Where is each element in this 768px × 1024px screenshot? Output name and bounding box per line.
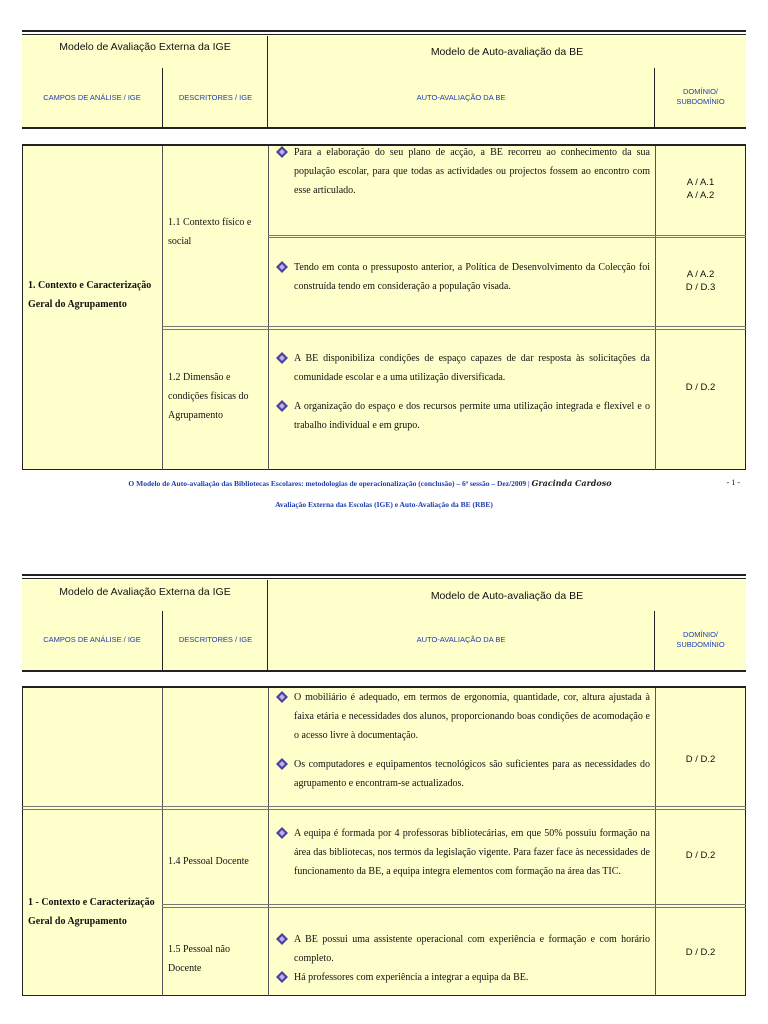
list-item	[272, 349, 650, 387]
header-be-title: Modelo de Auto-avaliação da BE	[430, 46, 584, 58]
list-item-text: O mobiliário é adequado, em termos de ergonomia, quantidade, cor, altura ajustada à faixa etária e necessidades dos alunos, proporcionando boas condições de acomodação e o acesso livre à documentação.	[294, 692, 650, 741]
dominio-line: D / D.3	[685, 282, 716, 293]
list-item	[272, 968, 650, 987]
diamond-bullet-icon	[276, 261, 288, 273]
col-dominio-header	[655, 630, 746, 650]
diamond-bullet-icon	[276, 352, 288, 364]
campo-analise: 1 - Contexto e Caracterização Geral do Agrupamento	[28, 897, 155, 927]
dominio-line: A / A.1	[686, 177, 715, 188]
descritor-label: 1.4 Pessoal Docente	[168, 856, 249, 867]
footer-title	[60, 478, 680, 488]
col-auto-header: AUTO-AVALIAÇÃO DA BE	[416, 93, 506, 102]
col-line	[268, 688, 269, 996]
col-auto-header: AUTO-AVALIAÇÃO DA BE	[416, 635, 506, 644]
col-dominio-line2: SUBDOMÍNIO	[676, 640, 725, 649]
col-dominio-line2: SUBDOMÍNIO	[676, 97, 725, 106]
auto-avaliacao-text	[272, 258, 650, 296]
col-line	[268, 146, 269, 470]
auto-avaliacao-text	[272, 688, 650, 793]
col-dominio-line1: DOMÍNIO/	[683, 87, 718, 96]
top-rule-thin	[22, 34, 746, 35]
dominio-value: D / D.2	[685, 754, 716, 765]
row-separator	[162, 326, 746, 327]
dominio-line: D / D.2	[685, 382, 716, 393]
descritor-label: 1.1 Contexto físico e social	[168, 217, 252, 247]
row-separator	[162, 329, 746, 330]
descritor-label: 1.2 Dimensão e condições físicas do Agrupamento	[168, 372, 249, 421]
top-rule	[22, 30, 746, 32]
diamond-bullet-icon	[276, 691, 288, 703]
row-separator	[22, 806, 746, 807]
row-separator	[22, 809, 746, 810]
top-rule-thin	[22, 578, 746, 579]
dominio-value: D / D.2	[685, 947, 716, 958]
list-item	[272, 397, 650, 435]
col-campos-header: CAMPOS DE ANÁLISE / IGE	[43, 635, 141, 644]
dominio-value	[655, 381, 746, 394]
row-separator	[162, 904, 746, 905]
list-item	[272, 930, 650, 968]
diamond-bullet-icon	[276, 758, 288, 770]
diamond-bullet-icon	[276, 827, 288, 839]
auto-avaliacao-text	[272, 143, 650, 200]
row-separator	[162, 907, 746, 908]
col-dominio-header	[655, 87, 746, 107]
list-item	[272, 258, 650, 296]
diamond-bullet-icon	[276, 146, 288, 158]
row-separator	[268, 235, 746, 236]
diamond-bullet-icon	[276, 971, 288, 983]
col-descritores-header: DESCRITORES / IGE	[178, 93, 253, 102]
page-number: - 1 -	[726, 478, 740, 487]
footer-subtitle: Avaliação Externa das Escolas (IGE) e Auto-Avaliação da BE (RBE)	[275, 500, 493, 509]
list-item-text: Para a elaboração do seu plano de acção, a BE recorreu ao conhecimento da sua população escolar, para que todas as actividades ou projectos fossem ao encontro com esse articulado.	[294, 147, 650, 196]
col-campos-header: CAMPOS DE ANÁLISE / IGE	[43, 93, 141, 102]
dominio-value	[655, 268, 746, 294]
list-item	[272, 824, 650, 881]
auto-avaliacao-text	[272, 930, 650, 987]
list-item-text: Há professores com experiência a integrar a equipa da BE.	[294, 972, 529, 983]
header-be-title: Modelo de Auto-avaliação da BE	[430, 590, 584, 602]
list-item-text: Tendo em conta o pressuposto anterior, a Política de Desenvolvimento da Colecção foi construída tendo em consideração a população visada.	[294, 262, 650, 292]
list-item-text: A BE possui uma assistente operacional com experiência e formação e com horário completo.	[294, 934, 650, 964]
top-rule	[22, 574, 746, 576]
col-dominio-line1: DOMÍNIO/	[683, 630, 718, 639]
auto-avaliacao-text	[272, 824, 650, 881]
header-ige-title: Modelo de Avaliação Externa da IGE	[59, 586, 231, 598]
footer-line1: O Modelo de Auto-avaliação das Bibliotecas Escolares: metodologias de operacionalização (conclusão) – 6ª sessão – Dez/2009 |	[128, 479, 530, 488]
col-line	[162, 146, 163, 470]
list-item-text: Os computadores e equipamentos tecnológicos são suficientes para as necessidades do agrupamento e encontram-se actualizados.	[294, 759, 650, 789]
list-item-text: A BE disponibiliza condições de espaço capazes de dar resposta às solicitações da comunidade escolar e a uma utilização diversificada.	[294, 353, 650, 383]
signature: Gracinda Cardoso	[531, 478, 612, 488]
campo-analise: 1. Contexto e Caracterização Geral do Agrupamento	[28, 280, 152, 310]
dominio-line: A / A.2	[686, 269, 715, 280]
list-item-text: A organização do espaço e dos recursos permite uma utilização integrada e flexível e o trabalho individual e em grupo.	[294, 401, 650, 431]
col-line	[162, 688, 163, 996]
auto-avaliacao-text	[272, 349, 650, 435]
list-item-text: A equipa é formada por 4 professoras bibliotecárias, em que 50% possuiu formação na área das bibliotecas, nos termos da legislação vigente. Para fazer face às necessidades de funcionamento da BE, a equipa integra elementos com formação na área das TIC.	[294, 828, 650, 877]
dominio-value	[655, 176, 746, 202]
row-separator	[268, 237, 746, 238]
diamond-bullet-icon	[276, 400, 288, 412]
list-item	[272, 755, 650, 793]
diamond-bullet-icon	[276, 933, 288, 945]
dominio-line: A / A.2	[686, 190, 715, 201]
header-ige-title: Modelo de Avaliação Externa da IGE	[59, 41, 231, 53]
dominio-value: D / D.2	[685, 850, 716, 861]
descritor-label: 1.5 Pessoal não Docente	[168, 944, 230, 974]
col-descritores-header: DESCRITORES / IGE	[178, 635, 253, 644]
list-item	[272, 688, 650, 745]
list-item	[272, 143, 650, 200]
